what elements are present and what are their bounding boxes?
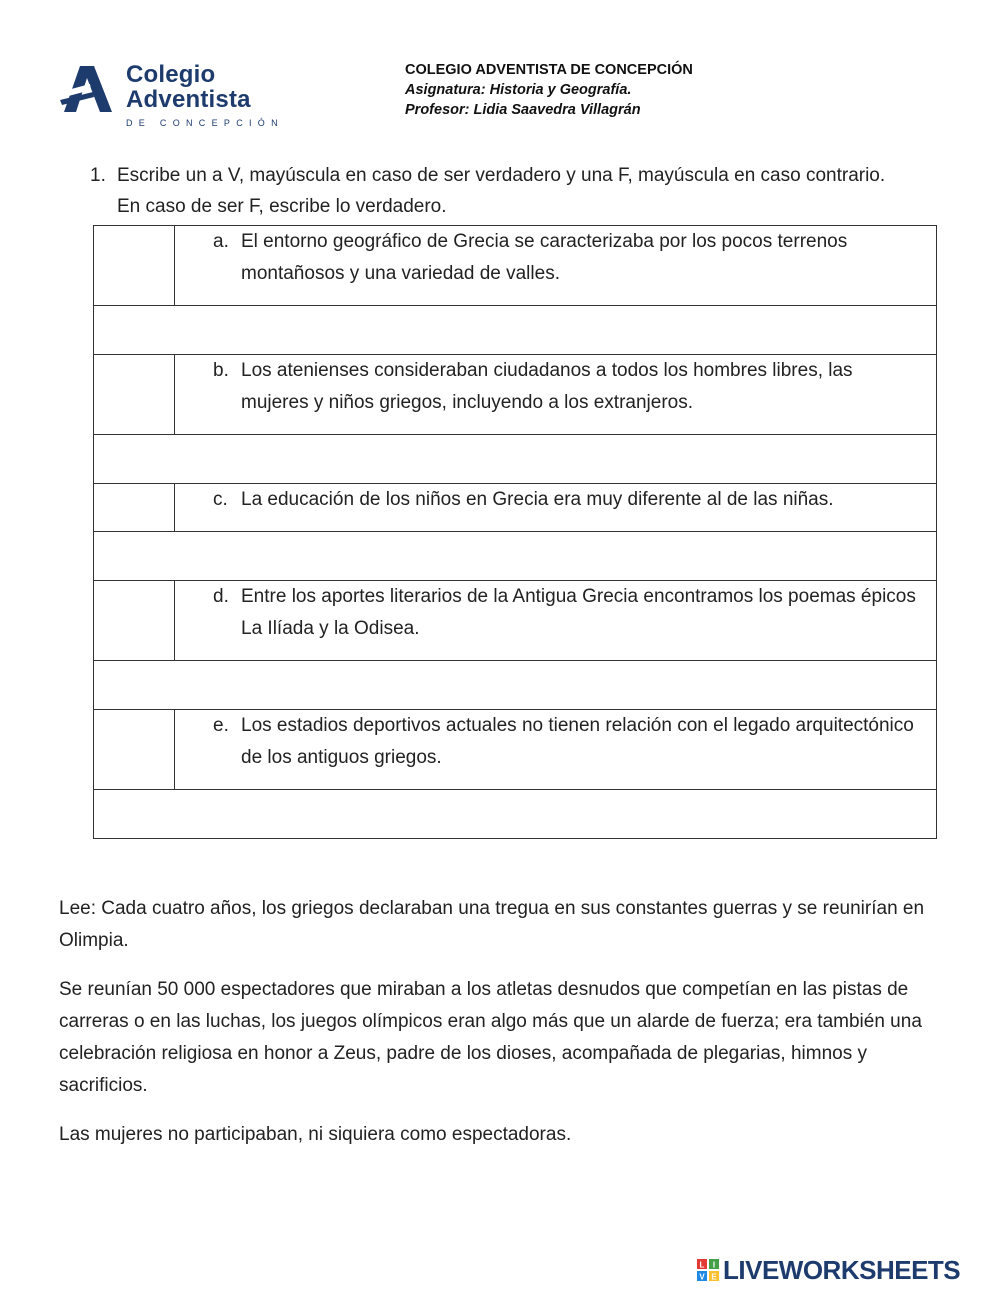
statement-cell-c xyxy=(175,484,937,532)
statement-letter-d: d. xyxy=(213,586,229,607)
statement-text-b: Los atenienses consideraban ciudadanos a todos los hombres libres, las mujeres y niños griegos, incluyendo a los extranjeros. xyxy=(241,360,853,413)
reading-passage xyxy=(59,893,939,1168)
correction-field-b[interactable] xyxy=(94,435,937,484)
subject-line: Asignatura: Historia y Geografía. xyxy=(405,82,632,98)
lw-block-letter-i: I xyxy=(712,1260,716,1270)
reading-paragraph-1: Lee: Cada cuatro años, los griegos declaraban una tregua en sus constantes guerras y se reunirían en Olimpia. xyxy=(59,898,925,951)
instruction xyxy=(90,160,890,222)
statement-row-b xyxy=(94,355,937,435)
true-false-table xyxy=(93,225,937,839)
logo-wordmark xyxy=(126,62,251,112)
statement-text-e: Los estadios deportivos actuales no tienen relación con el legado arquitectónico de los antiguos griegos. xyxy=(241,715,914,768)
statement-row-c xyxy=(94,484,937,532)
lw-block-letter-l: L xyxy=(699,1260,705,1270)
teacher-line: Profesor: Lidia Saavedra Villagrán xyxy=(405,102,641,118)
statement-row-e xyxy=(94,710,937,790)
correction-row-c xyxy=(94,532,937,581)
reading-paragraph-3: Las mujeres no participaban, ni siquiera como espectadoras. xyxy=(59,1124,572,1145)
statement-cell-d xyxy=(175,581,937,661)
liveworksheets-blocks-icon xyxy=(697,1259,719,1281)
school-logo xyxy=(60,62,300,132)
statement-row-d xyxy=(94,581,937,661)
answer-box-d[interactable] xyxy=(94,581,175,661)
statement-text-c: La educación de los niños en Grecia era muy diferente al de las niñas. xyxy=(241,489,834,510)
logo-a-mark-icon xyxy=(60,66,116,112)
statement-letter-a: a. xyxy=(213,231,229,252)
logo-subtitle: DE CONCEPCIÓN xyxy=(126,118,284,128)
statement-letter-e: e. xyxy=(213,715,229,736)
instruction-text: Escribe un a V, mayúscula en caso de ser verdadero y una F, mayúscula en caso contrario. En caso de ser F, escribe lo verdadero. xyxy=(117,165,886,217)
answer-box-a[interactable] xyxy=(94,226,175,306)
statement-row-a xyxy=(94,226,937,306)
correction-field-c[interactable] xyxy=(94,532,937,581)
answer-box-b[interactable] xyxy=(94,355,175,435)
correction-row-d xyxy=(94,661,937,710)
correction-field-e[interactable] xyxy=(94,790,937,839)
correction-row-b xyxy=(94,435,937,484)
statement-cell-e xyxy=(175,710,937,790)
correction-field-d[interactable] xyxy=(94,661,937,710)
lw-block-letter-v: V xyxy=(699,1272,705,1281)
correction-row-e xyxy=(94,790,937,839)
answer-box-e[interactable] xyxy=(94,710,175,790)
logo-line1: Colegio xyxy=(126,61,216,88)
reading-paragraph-2: Se reunían 50 000 espectadores que miraban a los atletas desnudos que competían en las pistas de carreras o en las luchas, los juegos olímpicos eran algo más que un alarde de fuerza; era también una celebración religiosa en honor a Zeus, padre de los dioses, acompañada de plegarias, himnos y sacrificios. xyxy=(59,979,922,1096)
instruction-number: 1. xyxy=(90,165,106,186)
statement-text-a: El entorno geográfico de Grecia se caracterizaba por los pocos terrenos montañosos y una variedad de valles. xyxy=(241,231,848,284)
statement-text-d: Entre los aportes literarios de la Antigua Grecia encontramos los poemas épicos La Ilíada y la Odisea. xyxy=(241,586,916,639)
correction-field-a[interactable] xyxy=(94,306,937,355)
logo-line2: Adventista xyxy=(126,86,251,113)
school-name: COLEGIO ADVENTISTA DE CONCEPCIÓN xyxy=(405,62,693,78)
answer-box-c[interactable] xyxy=(94,484,175,532)
statement-letter-c: c. xyxy=(213,489,228,510)
document-header xyxy=(405,60,693,120)
statement-cell-a xyxy=(175,226,937,306)
statement-letter-b: b. xyxy=(213,360,229,381)
lw-block-letter-e: E xyxy=(711,1272,717,1281)
correction-row-a xyxy=(94,306,937,355)
liveworksheets-text: LIVEWORKSHEETS xyxy=(723,1255,961,1285)
statement-cell-b xyxy=(175,355,937,435)
